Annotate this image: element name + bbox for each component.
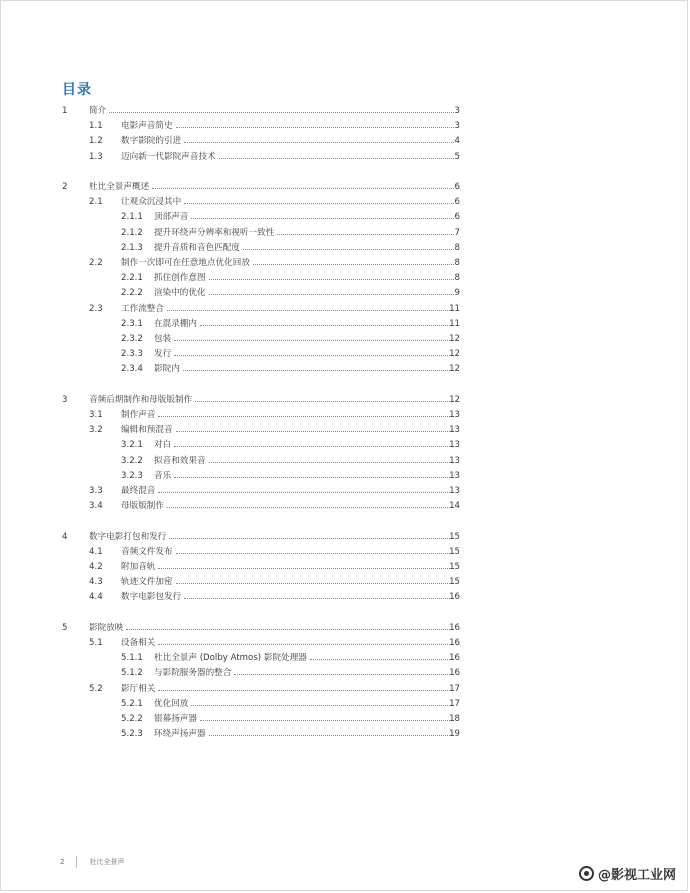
toc-entry[interactable] (0, 119, 690, 133)
toc-dot-leader (158, 643, 454, 645)
toc-entry-title-wrap (89, 104, 454, 118)
toc-entry-page: 11 (449, 303, 460, 314)
toc-entry-title-wrap (154, 332, 454, 346)
toc-entry[interactable] (0, 484, 690, 498)
toc-entry-number: 5.1.2 (121, 668, 143, 679)
toc-dot-leader (167, 309, 454, 311)
toc-entry-title: 轨迹文件加密 (121, 577, 173, 588)
toc-entry[interactable] (0, 332, 690, 346)
toc-dot-leader (191, 217, 454, 219)
toc-entry-title: 拟音和效果音 (154, 455, 206, 466)
toc-entry[interactable] (0, 530, 690, 544)
toc-entry[interactable] (0, 408, 690, 422)
toc-entry-page: 5 (454, 151, 460, 162)
toc-entry-number: 3.3 (89, 486, 103, 496)
toc-entry[interactable] (0, 362, 690, 376)
toc-dot-leader (200, 324, 454, 326)
toc-entry-page: 6 (454, 197, 460, 208)
toc-entry[interactable] (0, 104, 690, 118)
toc-entry[interactable] (0, 454, 690, 468)
toc-entry-number: 4.4 (89, 592, 103, 603)
toc-dot-leader (126, 628, 454, 630)
toc-dot-leader (209, 278, 454, 280)
toc-entry[interactable] (0, 697, 690, 711)
toc-entry-number: 2.3.2 (121, 334, 143, 344)
toc-entry-page: 15 (449, 546, 460, 557)
toc-entry-number: 2.1 (89, 197, 103, 208)
toc-entry-title: 简介 (89, 106, 107, 116)
toc-entry-number: 3.2.2 (121, 455, 143, 466)
toc-entry-title-wrap (121, 119, 454, 133)
toc-entry-title-wrap (154, 727, 454, 741)
toc-dot-leader (176, 126, 454, 128)
toc-dot-leader (277, 233, 454, 235)
toc-entry-page: 17 (449, 683, 460, 694)
toc-entry-title: 对白 (154, 440, 172, 451)
toc-entry-title-wrap (121, 302, 454, 316)
toc-entry-page: 14 (449, 501, 460, 512)
toc-entry-title: 环绕声扬声器 (154, 729, 206, 740)
toc-entry-number: 2.3 (89, 303, 103, 314)
toc-entry-page: 3 (454, 106, 460, 116)
toc-entry-number: 5.2.2 (121, 714, 143, 724)
toc-entry[interactable] (0, 438, 690, 452)
toc-entry-title-wrap (121, 408, 454, 422)
toc-entry-page: 19 (449, 729, 460, 740)
toc-entry-number: 2.2.2 (121, 288, 143, 299)
toc-entry-page: 9 (454, 288, 460, 299)
toc-entry-page: 18 (449, 714, 460, 724)
toc-dot-leader (184, 597, 454, 599)
toc-entry-page: 12 (449, 364, 460, 375)
toc-entry-number: 3.2 (89, 425, 103, 436)
footer-page-number: 2 (60, 858, 65, 866)
toc-entry[interactable] (0, 621, 690, 635)
toc-entry[interactable] (0, 317, 690, 331)
page-footer (60, 856, 124, 868)
toc-dot-leader (209, 734, 454, 736)
toc-dot-leader (200, 719, 454, 721)
toc-entry[interactable] (0, 134, 690, 148)
toc-entry-title: 最终混音 (121, 486, 156, 496)
toc-entry-title-wrap (121, 636, 454, 650)
toc-entry-page: 7 (454, 227, 460, 238)
toc-entry-title-wrap (154, 347, 454, 361)
toc-entry-page: 13 (449, 410, 460, 420)
toc-entry-title: 音乐 (154, 470, 172, 481)
toc-entry-page: 15 (449, 531, 460, 542)
toc-entry[interactable] (0, 469, 690, 483)
watermark-logo-icon (579, 866, 594, 881)
toc-entry-title: 让观众沉浸其中 (121, 197, 182, 208)
toc-entry-page: 4 (454, 136, 460, 147)
toc-entry[interactable] (0, 256, 690, 270)
toc-entry-title-wrap (89, 530, 454, 544)
toc-entry-title-wrap (154, 651, 454, 665)
toc-entry-title-wrap (121, 590, 454, 604)
toc-dot-leader (109, 111, 454, 113)
toc-dot-leader (184, 202, 454, 204)
toc-entry-title-wrap (154, 712, 454, 726)
toc-entry-title-wrap (121, 195, 454, 209)
toc-entry[interactable] (0, 590, 690, 604)
toc-entry-page: 13 (449, 455, 460, 466)
toc-entry-title-wrap (154, 226, 454, 240)
toc-entry-title-wrap (154, 210, 454, 224)
toc-entry-title: 迈向新一代影院声音技术 (121, 151, 216, 162)
toc-entry-page: 6 (454, 182, 460, 192)
toc-entry-number: 5.1 (89, 638, 103, 648)
toc-entry[interactable] (0, 682, 690, 696)
toc-entry-title: 抓住创作意图 (154, 273, 206, 284)
toc-entry-title-wrap (121, 575, 454, 589)
toc-entry[interactable] (0, 210, 690, 224)
toc-entry-page: 11 (449, 318, 460, 329)
toc-dot-leader (191, 704, 454, 706)
toc-entry[interactable] (0, 241, 690, 255)
toc-entry-title-wrap (121, 423, 454, 437)
toc-entry[interactable] (0, 666, 690, 680)
toc-dot-leader (176, 582, 454, 584)
toc-entry-title-wrap (154, 469, 454, 483)
toc-entry-number: 2.1.1 (121, 212, 143, 223)
toc-entry-page: 13 (449, 440, 460, 451)
toc-dot-leader (310, 658, 454, 660)
toc-dot-leader (195, 400, 454, 402)
toc-entry[interactable] (0, 636, 690, 650)
toc-entry-page: 15 (449, 562, 460, 572)
toc-entry-title: 音频后期制作和母版版制作 (89, 394, 193, 405)
toc-entry-title: 在混录棚内 (154, 318, 197, 329)
toc-entry-title: 与影院服务器的整合 (154, 668, 232, 679)
toc-entry-title-wrap (154, 362, 454, 376)
toc-entry[interactable] (0, 195, 690, 209)
toc-entry-number: 3.2.1 (121, 440, 143, 451)
toc-entry-page: 13 (449, 425, 460, 436)
toc-dot-leader (253, 263, 454, 265)
toc-entry-page: 3 (454, 121, 460, 132)
toc-entry[interactable] (0, 226, 690, 240)
toc-entry-title-wrap (89, 393, 454, 407)
toc-entry-title: 电影声音简史 (121, 121, 173, 132)
toc-entry-page: 13 (449, 486, 460, 496)
toc-entry-number: 2.1.2 (121, 227, 143, 238)
toc-dot-leader (183, 369, 454, 371)
watermark (579, 864, 676, 883)
toc-dot-leader (158, 689, 454, 691)
toc-entry-title: 工作流整合 (121, 303, 164, 314)
toc-entry-title: 提升环绕声分辨率和视听一致性 (154, 227, 275, 238)
toc-entry-title: 杜比全景声 (Dolby Atmos) 影院处理器 (154, 653, 307, 664)
toc-entry[interactable] (0, 180, 690, 194)
toc-entry-number: 2 (62, 182, 68, 192)
toc-entry-title: 影厅相关 (121, 683, 156, 694)
toc-entry-title: 编辑和预混音 (121, 425, 173, 436)
toc-entry[interactable] (0, 423, 690, 437)
toc-entry-title: 母版版制作 (121, 501, 164, 512)
footer-divider (76, 856, 77, 868)
toc-entry-title-wrap (154, 666, 454, 680)
toc-entry-page: 16 (449, 668, 460, 679)
toc-entry-number: 3.2.3 (121, 470, 143, 481)
toc-entry-number: 5.2 (89, 683, 103, 694)
toc-dot-leader (234, 673, 454, 675)
toc-dot-leader (243, 248, 454, 250)
toc-entry-title-wrap (154, 438, 454, 452)
footer-document-name: 杜比全景声 (89, 858, 125, 866)
toc-entry-title-wrap (89, 621, 454, 635)
toc-dot-leader (158, 567, 454, 569)
toc-entry[interactable] (0, 712, 690, 726)
toc-entry-title: 数字电影打包和发行 (89, 531, 167, 542)
toc-entry-title: 附加音轨 (121, 562, 156, 572)
toc-entry[interactable] (0, 393, 690, 407)
toc-entry-number: 3.1 (89, 410, 103, 420)
toc-entry-title: 杜比全景声概述 (89, 182, 150, 192)
toc-entry-number: 1.2 (89, 136, 103, 147)
toc-entry-number: 2.2.1 (121, 273, 143, 284)
toc-entry-title: 数字电影包发行 (121, 592, 182, 603)
toc-entry-page: 8 (454, 242, 460, 253)
toc-entry-number: 2.3.4 (121, 364, 143, 375)
toc-entry-number: 5 (62, 622, 68, 633)
toc-entry-title: 制作声音 (121, 410, 156, 420)
toc-entry[interactable] (0, 150, 690, 164)
toc-dot-leader (209, 461, 454, 463)
toc-entry-title: 发行 (154, 349, 172, 360)
toc-dot-leader (174, 339, 454, 341)
toc-entry-title: 制作一次即可在任意地点优化回放 (121, 258, 250, 268)
toc-entry-title-wrap (121, 256, 454, 270)
toc-entry-page: 13 (449, 470, 460, 481)
toc-entry-page: 16 (449, 638, 460, 648)
toc-entry[interactable] (0, 651, 690, 665)
toc-entry-title-wrap (121, 682, 454, 696)
toc-entry-title-wrap (121, 150, 454, 164)
toc-entry-number: 4.2 (89, 562, 103, 572)
toc-entry-title-wrap (121, 484, 454, 498)
toc-entry-title-wrap (154, 286, 454, 300)
toc-dot-leader (219, 157, 454, 159)
toc-entry-number: 1.1 (89, 121, 103, 132)
toc-entry-title: 影院内 (154, 364, 180, 375)
toc-entry-page: 15 (449, 577, 460, 588)
toc-entry-number: 4.3 (89, 577, 103, 588)
toc-entry[interactable] (0, 499, 690, 513)
toc-entry-title: 优化回放 (154, 698, 189, 709)
toc-entry-number: 1 (62, 106, 68, 116)
toc-entry-title: 顶部声音 (154, 212, 189, 223)
toc-entry[interactable] (0, 271, 690, 285)
toc-entry[interactable] (0, 302, 690, 316)
toc-entry[interactable] (0, 347, 690, 361)
toc-entry-number: 5.2.3 (121, 729, 143, 740)
toc-dot-leader (209, 293, 454, 295)
toc-entry-page: 8 (454, 273, 460, 284)
toc-entry-number: 1.3 (89, 151, 103, 162)
toc-entry-title: 包装 (154, 334, 172, 344)
toc-entry-title: 影院放映 (89, 622, 124, 633)
toc-entry-number: 2.3.3 (121, 349, 143, 360)
toc-dot-leader (184, 141, 454, 143)
toc-entry-title-wrap (121, 560, 454, 574)
toc-dot-leader (174, 476, 454, 478)
toc-entry-title-wrap (154, 271, 454, 285)
toc-entry-number: 2.3.1 (121, 318, 143, 329)
toc-entry-number: 4.1 (89, 546, 103, 557)
toc-entry-page: 16 (449, 592, 460, 603)
watermark-text: @影视工业网 (597, 868, 676, 883)
toc-entry[interactable] (0, 286, 690, 300)
toc-entry-number: 3 (62, 394, 68, 405)
toc-entry-page: 12 (449, 394, 460, 405)
toc-dot-leader (174, 445, 454, 447)
toc-entry-page: 16 (449, 622, 460, 633)
toc-dot-leader (158, 491, 454, 493)
toc-entry-title: 设备相关 (121, 638, 156, 648)
toc-entry-title: 银幕扬声器 (154, 714, 197, 724)
toc-entry[interactable] (0, 560, 690, 574)
toc-entry-number: 4 (62, 531, 68, 542)
toc-entry-number: 5.2.1 (121, 698, 143, 709)
toc-entry-title-wrap (154, 317, 454, 331)
toc-title: 目录 (62, 82, 92, 98)
toc-entry-title-wrap (89, 180, 454, 194)
toc-entry-title-wrap (121, 545, 454, 559)
toc-entry-page: 17 (449, 698, 460, 709)
toc-dot-leader (152, 187, 454, 189)
toc-entry-title-wrap (154, 454, 454, 468)
toc-entry-title: 数字影院的引进 (121, 136, 182, 147)
toc-entry-page: 12 (449, 334, 460, 344)
toc-entry-title-wrap (154, 697, 454, 711)
toc-entry[interactable] (0, 575, 690, 589)
toc-entry-page: 12 (449, 349, 460, 360)
toc-entry-title: 渲染中的优化 (154, 288, 206, 299)
toc-dot-leader (176, 552, 454, 554)
toc-dot-leader (176, 430, 454, 432)
toc-dot-leader (158, 415, 454, 417)
toc-dot-leader (169, 537, 454, 539)
toc-entry-number: 5.1.1 (121, 653, 143, 664)
toc-dot-leader (174, 354, 454, 356)
toc-entry-page: 6 (454, 212, 460, 223)
toc-entry-title: 提升音质和音色匹配度 (154, 242, 240, 253)
toc-entry-number: 3.4 (89, 501, 103, 512)
toc-entry-title-wrap (121, 134, 454, 148)
toc-entry-title-wrap (154, 241, 454, 255)
toc-entry-number: 2.1.3 (121, 242, 143, 253)
toc-entry-title: 音频文件发布 (121, 546, 173, 557)
toc-entry[interactable] (0, 727, 690, 741)
toc-dot-leader (167, 506, 454, 508)
toc-entry-page: 8 (454, 258, 460, 268)
toc-entry-page: 16 (449, 653, 460, 664)
toc-entry-number: 2.2 (89, 258, 103, 268)
toc-entry[interactable] (0, 545, 690, 559)
toc-entry-title-wrap (121, 499, 454, 513)
